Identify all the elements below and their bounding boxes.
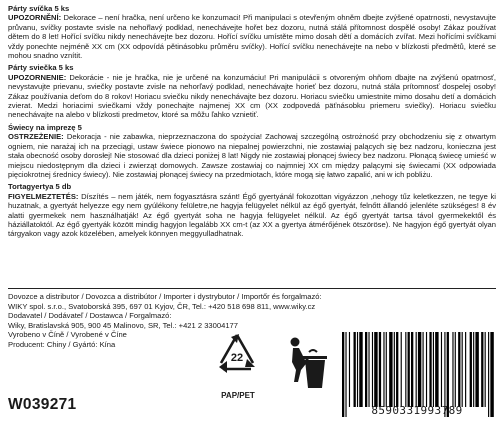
barcode-bar (411, 332, 413, 407)
barcode-bar (368, 332, 369, 407)
recycle-code: 22 (230, 352, 244, 364)
barcode-bar (481, 332, 483, 407)
barcode-bar (396, 332, 398, 407)
tidyman-bin-icon (285, 334, 329, 392)
recycle-icon (215, 331, 259, 391)
importer-heading: Dovozce a distributor / Dovozca a distribútor / Importer i dystrybutor / Importőr és forgalmazó: (8, 292, 322, 301)
barcode-bar (452, 332, 453, 407)
barcode-bar (473, 332, 474, 407)
barcode-bar (475, 332, 478, 407)
barcode-bar (349, 332, 350, 407)
origin-czech-slovak: Vyrobeno v Číně / Vyrobené v Číne (8, 330, 127, 340)
barcode-bar (405, 332, 406, 407)
section-title: Tortagyertya 5 db (8, 182, 72, 192)
barcode-bar (423, 332, 424, 407)
warning-text: Dekorace – není hračka, není určeno ke konzumaci! Při manipulaci s otevřeným ohněm dbejte zvýšené opatrnosti, nevystavujte průvanu, svíčky postavte svisle na nehořlavý podklad, nenechávejte hořet bez dozoru, nutná stálá přítomnost dospělé osoby! Zákaz používat dětem do 8 let! Hořící svíčku nikdy nenechávejte bez dozoru. Hořící svíčku umístěte mimo dosah dětí a domácích zvířat. Mezi hořícími svíčkami vždy ponechte nejméně XX cm (XX odpovídá pětinásobku průměru svíčky). Hořící svíčku nenechávejte na nebo v blízkosti předmětů, které se mohou snadno vznítit. (8, 13, 496, 61)
section-title: Párty sviečka 5 ks (8, 63, 74, 73)
barcode-bar (429, 332, 431, 407)
barcode-bar (416, 332, 417, 407)
origin-polish-hungarian: Producent: Chiny / Gyártó: Kína (8, 339, 116, 349)
supplier-address: Wiky, Bratislavská 905, 900 45 Malinovo, SR, Tel.: +421 2 33004177 (8, 320, 238, 330)
barcode-bar (433, 332, 434, 407)
section-title: Párty svíčka 5 ks (8, 4, 70, 13)
barcode-bar (389, 332, 392, 407)
divider (8, 288, 496, 289)
section-title: Świecy na imprezę 5 (8, 122, 82, 132)
barcode-bar (401, 332, 402, 407)
barcode-bar (441, 332, 442, 407)
warning-text: Díszítés – nem játék, nem fogyasztásra szánt! Égő gyertyánál fokozottan vigyázzon ,nehogy tűz keletkezzen, ne tegye ki huzatnak, a gyertyát helyezze egy nem gyúlékony felületre,ne hagyja felügyelet nélkül az égő gyertyát, felnőtt állandó jelenléte szükséges! 8 év alatti gyermekek nem használhatják! Az égő gyertyát soha ne hagyja felügyelet nélkül. Az égő gyertyát tartsa távol gyermekektől és háziállatoktól. Az égő gyertyák között mindig hagyjon legalább XX cm-t (az XX a gyertya átmérőjének ötszöröse). Ne hagyjon égő gyertyát olyan tárgyakon vagy azok közelében, amelyek könnyen meggyulladhatnak. (8, 191, 496, 239)
barcode-bar (408, 332, 410, 407)
recycling-label: PAP/PET (221, 391, 255, 400)
section-polish (8, 123, 496, 179)
barcode-bar (357, 332, 358, 407)
barcode-bar (435, 332, 438, 407)
section-hungarian (8, 182, 496, 238)
barcode-bar (372, 332, 373, 407)
barcode-bar (365, 332, 367, 407)
barcode-bar (485, 332, 486, 407)
barcode-bar (470, 332, 472, 407)
warning-label: UPOZORNĚNÍ: (8, 13, 62, 23)
warning-text: Dekoracja - nie zabawka, nieprzeznaczona do spożycia! Zachowaj szczególną ostrożność przy obchodzeniu się z otwartym ogniem, nie narażaj ich na przeciągi, ustaw świece pionowo na niepalnej powierzchni, nie zostawiaj palących się bez nadzoru, konieczna jest stała obecność osoby dorosłej! Nie stosować dla dzieci poniżej 8 lat! Nigdy nie zostawiaj płonącej świecy bez nadzoru. Płonącą świecę umieść w miejscu niedostępnym dla dzieci i zwierząt domowych. Zawsze zostawiaj co najmniej XX cm między palącymi się świecami (XX odpowiada pięciokrotnej średnicy świecy). Nie zostawiaj płonącej świecy na przedmiotach, które mogą się łatwo zapalić, ani w ich pobliżu. (8, 132, 496, 179)
supplier-heading: Dodavatel / Dodávateľ / Dostawca / Forgalmazó: (8, 311, 172, 321)
warning-text: Dekorácie - nie je hračka, nie je určené na konzumáciu! Pri manipulácii s otvoreným ohňom dbajte na zvýšenú opatrnosť, nevystavujte prievanu, sviečky postavte zvisle na nehorľavý podklad, nenechávajte horieť bez dozoru, nutná stála prítomnosť dospelej osoby! Zákaz používania deťom do 8 rokov! Horiacu sviečku nikdy nenechávajte bez dozoru. Horiacu sviečku umiestnite mimo dosahu detí a domácich zvierat. Medzi horiacimi sviečkami vždy ponechajte najmenej XX cm (XX zodpovedá päťnásobku priemeru sviečky). Horiacu sviečku nenechávajte na alebo v blízkosti predmetov, ktoré sa môžu ľahko vznietiť. (8, 72, 496, 120)
warning-label: FIGYELMEZTETÉS: (8, 191, 79, 201)
barcode-bar (455, 332, 456, 407)
section-slovak (8, 63, 496, 119)
barcode-bar (394, 332, 395, 407)
barcode-bar (386, 332, 387, 407)
barcode-bar (458, 332, 460, 407)
barcode-bar (359, 332, 362, 407)
barcode-bar (374, 332, 377, 407)
barcode-bar (462, 332, 463, 407)
barcode-digits: 8590331993789 (371, 404, 463, 417)
section-czech (8, 4, 496, 60)
barcode-bar (465, 332, 466, 407)
warning-label: OSTRZEŻENIE: (8, 132, 64, 142)
barcode-bar (426, 332, 427, 407)
warning-text-area (8, 4, 496, 239)
barcode-bar (383, 332, 384, 407)
barcode-bar (379, 332, 381, 407)
warning-label: UPOZORNENIE: (8, 72, 67, 82)
importer-address: WIKY spol. s.r.o., Svatoborská 395, 697 01 Kyjov, ČR, Tel.: +420 518 698 811, www.wiky.cz (8, 301, 316, 311)
product-code: W039271 (8, 396, 77, 413)
barcode-bar (418, 332, 421, 407)
barcode-bar (354, 332, 356, 407)
